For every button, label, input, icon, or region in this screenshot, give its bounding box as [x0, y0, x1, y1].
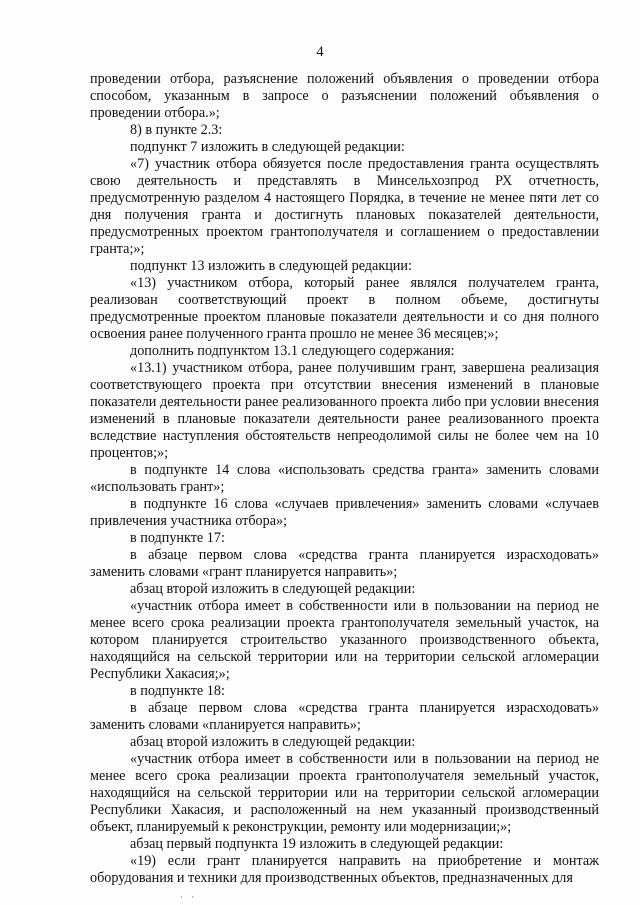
paragraph: абзац первый подпункта 19 изложить в следующей редакции:	[130, 836, 504, 852]
paragraph: в подпункте 14 слова «использовать средства гранта» заменить словами «использовать грант»;	[90, 462, 599, 495]
paragraph: «7) участник отбора обязуется после предоставления гранта осуществлять свою деятельность и представлять в Минсельхозпрод РХ отчетность, предусмотренную разделом 4 настоящего Порядка, в течение не менее пяти лет со дня получения гранта и достигнуть плановых показателей деятельности, предусмотренных проектом грантополучателя и соглашением о предоставлении гранта;»;	[90, 156, 599, 257]
page-number: 4	[316, 44, 324, 60]
paragraph: в подпункте 18:	[130, 683, 225, 699]
paragraph: «13.1) участником отбора, ранее получившим грант, завершена реализация соответствующего проекта при отсутствии внесения изменений в плановые показатели деятельности ранее реализованного проекта либо при условии внесения изменений в плановые показатели деятельности ранее реализованного проекта вследствие наступления обстоятельств непреодолимой силы не более чем на 10 процентов;»;	[90, 360, 599, 461]
paragraph: подпункт 7 изложить в следующей редакции:	[130, 139, 405, 155]
paragraph: в абзаце первом слова «средства гранта планируется израсходовать» заменить словами «грант планируется направить»;	[90, 547, 599, 580]
paragraph: «участник отбора имеет в собственности или в пользовании на период не менее всего срока реализации проекта грантополучателя земельный участок, на котором планируется строительство указанного производственного объекта, находящийся на сельской территории или на территории сельской агломерации Республики Хакасия;»;	[90, 598, 599, 682]
paragraph: 8) в пункте 2.3:	[130, 122, 223, 138]
paragraph: в абзаце первом слова «средства гранта планируется израсходовать» заменить словами «планируется направить»;	[90, 700, 599, 733]
paragraph: в подпункте 17:	[130, 530, 225, 546]
paragraph: «19) если грант планируется направить на приобретение и монтаж оборудования и техники для производственных объектов, предназначенных для	[90, 853, 599, 886]
paragraph: абзац второй изложить в следующей редакции:	[130, 734, 416, 750]
paragraph: абзац второй изложить в следующей редакции:	[130, 581, 416, 597]
paragraph: проведении отбора, разъяснение положений объявления о проведении отбора способом, указанным в запросе о разъяснении положений объявления о проведении отбора.»;	[90, 71, 599, 121]
paragraph: подпункт 13 изложить в следующей редакции:	[130, 258, 412, 274]
paragraph: дополнить подпунктом 13.1 следующего содержания:	[130, 343, 455, 359]
paragraph: «13) участником отбора, который ранее являлся получателем гранта, реализован соответствующий проект в полном объеме, достигнуты предусмотренные проектом плановые показатели деятельности и со дня полного освоения ранее полученного гранта прошло не менее 36 месяцев;»;	[90, 275, 599, 342]
paragraph: в подпункте 16 слова «случаев привлечения» заменить словами «случаев привлечения участника отбора»;	[90, 496, 599, 529]
paragraph: «участник отбора имеет в собственности или в пользовании на период не менее всего срока реализации проекта грантополучателя земельный участок, находящийся на сельской территории или на территории сельской агломерации Республики Хакасия, и расположенный на нем указанный производственный объект, планируемый к реконструкции, ремонту или модернизации;»;	[90, 751, 599, 835]
document-body	[90, 71, 599, 887]
scan-artifact: · ·	[180, 892, 198, 902]
